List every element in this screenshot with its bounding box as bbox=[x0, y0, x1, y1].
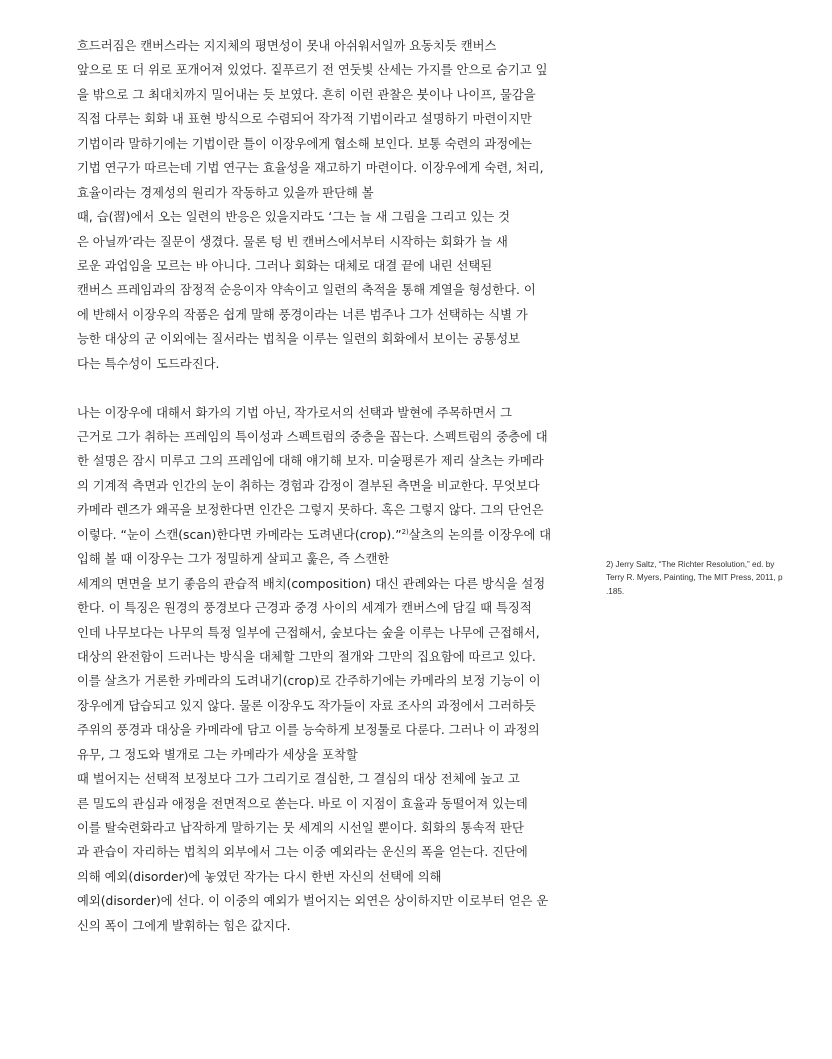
text-line: 로운 과업임을 모르는 바 아니다. 그러나 회화는 대체로 대결 끝에 내린 선택된 bbox=[77, 258, 493, 273]
text-line: 카메라 렌즈가 왜곡을 보정한다면 인간은 그렇지 못하다. 혹은 그렇지 않다. 그의 단언은 bbox=[77, 503, 544, 518]
text-line: 때, 습(習)에서 오는 일련의 반응은 있을지라도 ‘그는 늘 새 그림을 그리고 있는 것 bbox=[77, 210, 510, 225]
text-line: 예외(disorder)에 선다. 이 이중의 예외가 벌어지는 외연은 상이하지만 이로부터 얻은 운 bbox=[77, 894, 549, 909]
text-line: 기법 연구가 따르는데 기법 연구는 효율성을 재고하기 마련이다. 이장우에게 숙련, 처리, bbox=[77, 161, 544, 176]
text-line: 능한 대상의 군 이외에는 질서라는 법칙을 이루는 일련의 회화에서 보이는 공통성보 bbox=[77, 332, 520, 347]
text-line: 효율이라는 경제성의 원리가 작동하고 있을까 판단해 볼 bbox=[77, 185, 374, 200]
footnote-line: 2) Jerry Saltz, “The Richter Resolution,” ed. by bbox=[606, 560, 775, 569]
text-line: 다는 특수성이 도드라진다. bbox=[77, 356, 220, 371]
text-line: 직접 다루는 회화 내 표현 방식으로 수렴되어 작가적 기법이라고 설명하기 마련이지만 bbox=[77, 112, 532, 127]
text-line: 이를 살츠가 거론한 카메라의 도려내기(crop)로 간주하기에는 카메라의 보정 기능이 이 bbox=[77, 674, 541, 689]
paragraph-2 bbox=[77, 401, 569, 939]
text-line: 은 아닐까’라는 질문이 생겼다. 물론 텅 빈 캔버스에서부터 시작하는 회화가 늘 새 bbox=[77, 234, 508, 249]
essay-body bbox=[77, 34, 569, 938]
text-line: 과 관습이 자리하는 법칙의 외부에서 그는 이중 예외라는 운신의 폭을 얻는다. 진단에 bbox=[77, 845, 528, 860]
text-line: 흐드러짐은 캔버스라는 지지체의 평면성이 못내 아쉬워서일까 요동치듯 캔버스 bbox=[77, 39, 497, 53]
text-line: 한 설명은 잠시 미루고 그의 프레임에 대해 얘기해 보자. 미술평론가 제리 살츠는 카메라 bbox=[77, 454, 544, 469]
text-line: 세계의 면면을 보기 좋음의 관습적 배치(composition) 대신 관례와는 다른 방식을 설정 bbox=[77, 576, 546, 591]
text-line: 대상의 완전함이 드러나는 방식을 대체할 그만의 절개와 그만의 집요함에 따르고 있다. bbox=[77, 649, 536, 664]
paragraph-gap bbox=[77, 376, 569, 400]
text-line: 나는 이장우에 대해서 화가의 기법 아닌, 작가로서의 선택과 발현에 주목하면서 그 bbox=[77, 405, 512, 420]
text-line: 유무, 그 정도와 별개로 그는 카메라가 세상을 포착할 bbox=[77, 747, 358, 762]
text-line: 인데 나무보다는 나무의 특정 일부에 근접해서, 숲보다는 숲을 이루는 나무에 근접해서, bbox=[77, 625, 540, 640]
text-line: 기법이라 말하기에는 기법이란 틀이 이장우에게 협소해 보인다. 보통 숙련의 과정에는 bbox=[77, 136, 532, 151]
text-line: 장우에게 답습되고 있지 않다. 물론 이장우도 작가들이 자료 조사의 과정에서 그러하듯 bbox=[77, 698, 536, 713]
text-line: 한다. 이 특징은 원경의 풍경보다 근경과 중경 사이의 세계가 캔버스에 담길 때 특징적 bbox=[77, 601, 532, 616]
quote-line bbox=[77, 523, 569, 547]
quote-continuation: 살츠의 논의를 이장우에 대 bbox=[408, 527, 552, 542]
text-line: 의 기계적 측면과 인간의 눈이 취하는 경험과 감정이 결부된 측면을 비교한다. 무엇보다 bbox=[77, 478, 540, 493]
text-line: 캔버스 프레임과의 잠정적 순응이자 약속이고 일련의 축적을 통해 계열을 형성한다. 이 bbox=[77, 283, 536, 298]
footnote-reference: 2) bbox=[401, 527, 409, 536]
text-line: 른 밀도의 관심과 애정을 전면적으로 쏟는다. 바로 이 지점이 효율과 동떨어져 있는데 bbox=[77, 796, 528, 811]
text-line: 근거로 그가 취하는 프레임의 특이성과 스펙트럼의 중층을 꼽는다. 스펙트럼의 중층에 대 bbox=[77, 430, 548, 444]
text-line: 이를 탈숙련화라고 납작하게 말하기는 뭇 세계의 시선일 뿐이다. 회화의 통속적 판단 bbox=[77, 821, 524, 835]
text-line: 주위의 풍경과 대상을 카메라에 담고 이를 능숙하게 보정툴로 다룬다. 그러나 이 과정의 bbox=[77, 723, 540, 738]
quote-text: 이렇다. “눈이 스캔(scan)한다면 카메라는 도려낸다(crop).” bbox=[77, 527, 402, 542]
footnote-line: Terry R. Myers, Painting, The MIT Press, 2011, p bbox=[606, 573, 783, 583]
footnote-line: .185. bbox=[606, 586, 625, 596]
text-line: 때 벌어지는 선택적 보정보다 그가 그리기로 결심한, 그 결심의 대상 전체에 높고 고 bbox=[77, 772, 520, 787]
text-line: 입해 볼 때 이장우는 그가 정밀하게 살피고 훑은, 즉 스캔한 bbox=[77, 552, 390, 567]
footnote bbox=[606, 558, 796, 598]
text-line: 앞으로 또 더 위로 포개어져 있었다. 짙푸르기 전 연둣빛 산세는 가지를 안으로 숨기고 잎 bbox=[77, 63, 548, 78]
text-line: 을 밖으로 그 최대치까지 밀어내는 듯 보였다. 흔히 이런 관찰은 붓이나 나이프, 물감을 bbox=[77, 87, 536, 102]
paragraph-1 bbox=[77, 34, 569, 376]
text-line: 의해 예외(disorder)에 놓였던 작가는 다시 한번 자신의 선택에 의해 bbox=[77, 869, 442, 884]
text-line: 신의 폭이 그에게 발휘하는 힘은 값지다. bbox=[77, 918, 291, 933]
text-line: 에 반해서 이장우의 작품은 쉽게 말해 풍경이라는 너른 범주나 그가 선택하는 식별 가 bbox=[77, 307, 528, 322]
